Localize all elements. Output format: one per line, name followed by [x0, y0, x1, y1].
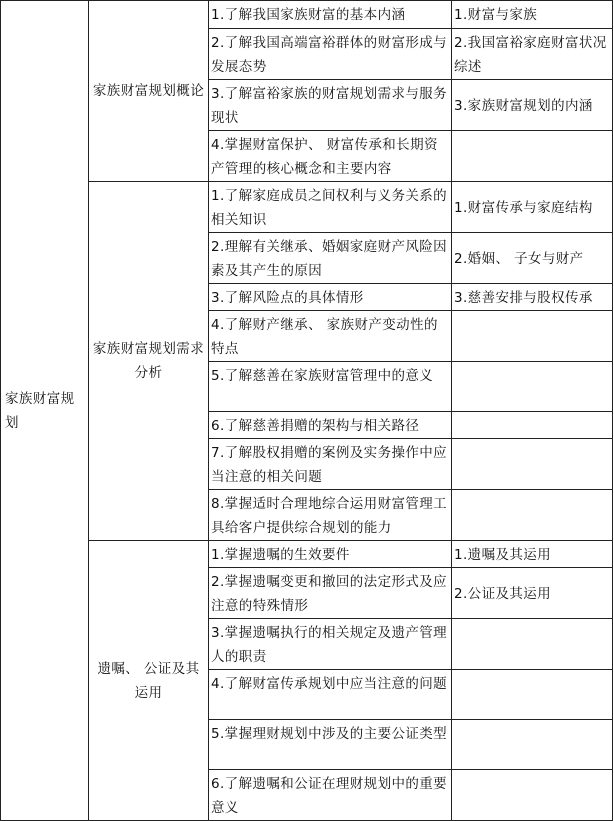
content-cell — [452, 311, 613, 362]
table-row — [1, 182, 613, 233]
objective-cell: 2.掌握遗嘱变更和撤回的法定形式及应注意的特殊情形 — [209, 568, 452, 619]
content-cell — [452, 670, 613, 720]
content-cell: 3.家族财富规划的内涵 — [452, 80, 613, 131]
objective-cell: 6.了解遗嘱和公证在理财规划中的重要意义 — [209, 770, 452, 821]
content-cell: 1.财富传承与家庭结构 — [452, 182, 613, 233]
table-row — [1, 1, 613, 29]
objective-cell: 3.掌握遗嘱执行的相关规定及遗产管理人的职责 — [209, 619, 452, 670]
content-cell: 2.公证及其运用 — [452, 568, 613, 619]
content-cell — [452, 490, 613, 541]
content-cell: 1.财富与家族 — [452, 1, 613, 29]
content-cell — [452, 619, 613, 670]
objective-cell: 3.了解富裕家族的财富规划需求与服务现状 — [209, 80, 452, 131]
objective-cell: 5.掌握理财规划中涉及的主要公证类型 — [209, 720, 452, 770]
objective-cell: 1.了解家庭成员之间权利与义务关系的相关知识 — [209, 182, 452, 233]
objective-cell: 1.了解我国家族财富的基本内涵 — [209, 1, 452, 29]
objective-cell: 3.了解风险点的具体情形 — [209, 284, 452, 311]
content-cell: 2.我国富裕家庭财富状况综述 — [452, 29, 613, 80]
content-cell — [452, 412, 613, 439]
content-cell: 2.婚姻、 子女与财产 — [452, 233, 613, 284]
objective-cell: 1.掌握遗嘱的生效要件 — [209, 541, 452, 568]
objective-cell: 8.掌握适时合理地综合运用财富管理工具给客户提供综合规划的能力 — [209, 490, 452, 541]
objective-cell: 7.了解股权捐赠的案例及实务操作中应当注意的相关问题 — [209, 439, 452, 490]
objective-cell: 4.了解财产继承、 家族财产变动性的特点 — [209, 311, 452, 362]
unit-title: 家族财富规划概论 — [89, 1, 209, 182]
content-cell: 3.慈善安排与股权传承 — [452, 284, 613, 311]
content-cell — [452, 770, 613, 821]
content-cell: 1.遗嘱及其运用 — [452, 541, 613, 568]
unit-title: 遗嘱、 公证及其运用 — [89, 541, 209, 821]
content-cell — [452, 439, 613, 490]
unit-title: 家族财富规划需求分析 — [89, 182, 209, 541]
module-cell: 家族财富规划 — [1, 1, 89, 821]
objective-cell: 2.了解我国高端富裕群体的财富形成与发展态势 — [209, 29, 452, 80]
objective-cell: 5.了解慈善在家族财富管理中的意义 — [209, 362, 452, 412]
content-cell — [452, 131, 613, 182]
objective-cell: 4.了解财富传承规划中应当注意的问题 — [209, 670, 452, 720]
objective-cell: 4.掌握财富保护、 财富传承和长期资产管理的核心概念和主要内容 — [209, 131, 452, 182]
table-row — [1, 541, 613, 568]
content-cell — [452, 720, 613, 770]
objective-cell: 6.了解慈善捐赠的架构与相关路径 — [209, 412, 452, 439]
content-cell — [452, 362, 613, 412]
objective-cell: 2.理解有关继承、婚姻家庭财产风险因素及其产生的原因 — [209, 233, 452, 284]
